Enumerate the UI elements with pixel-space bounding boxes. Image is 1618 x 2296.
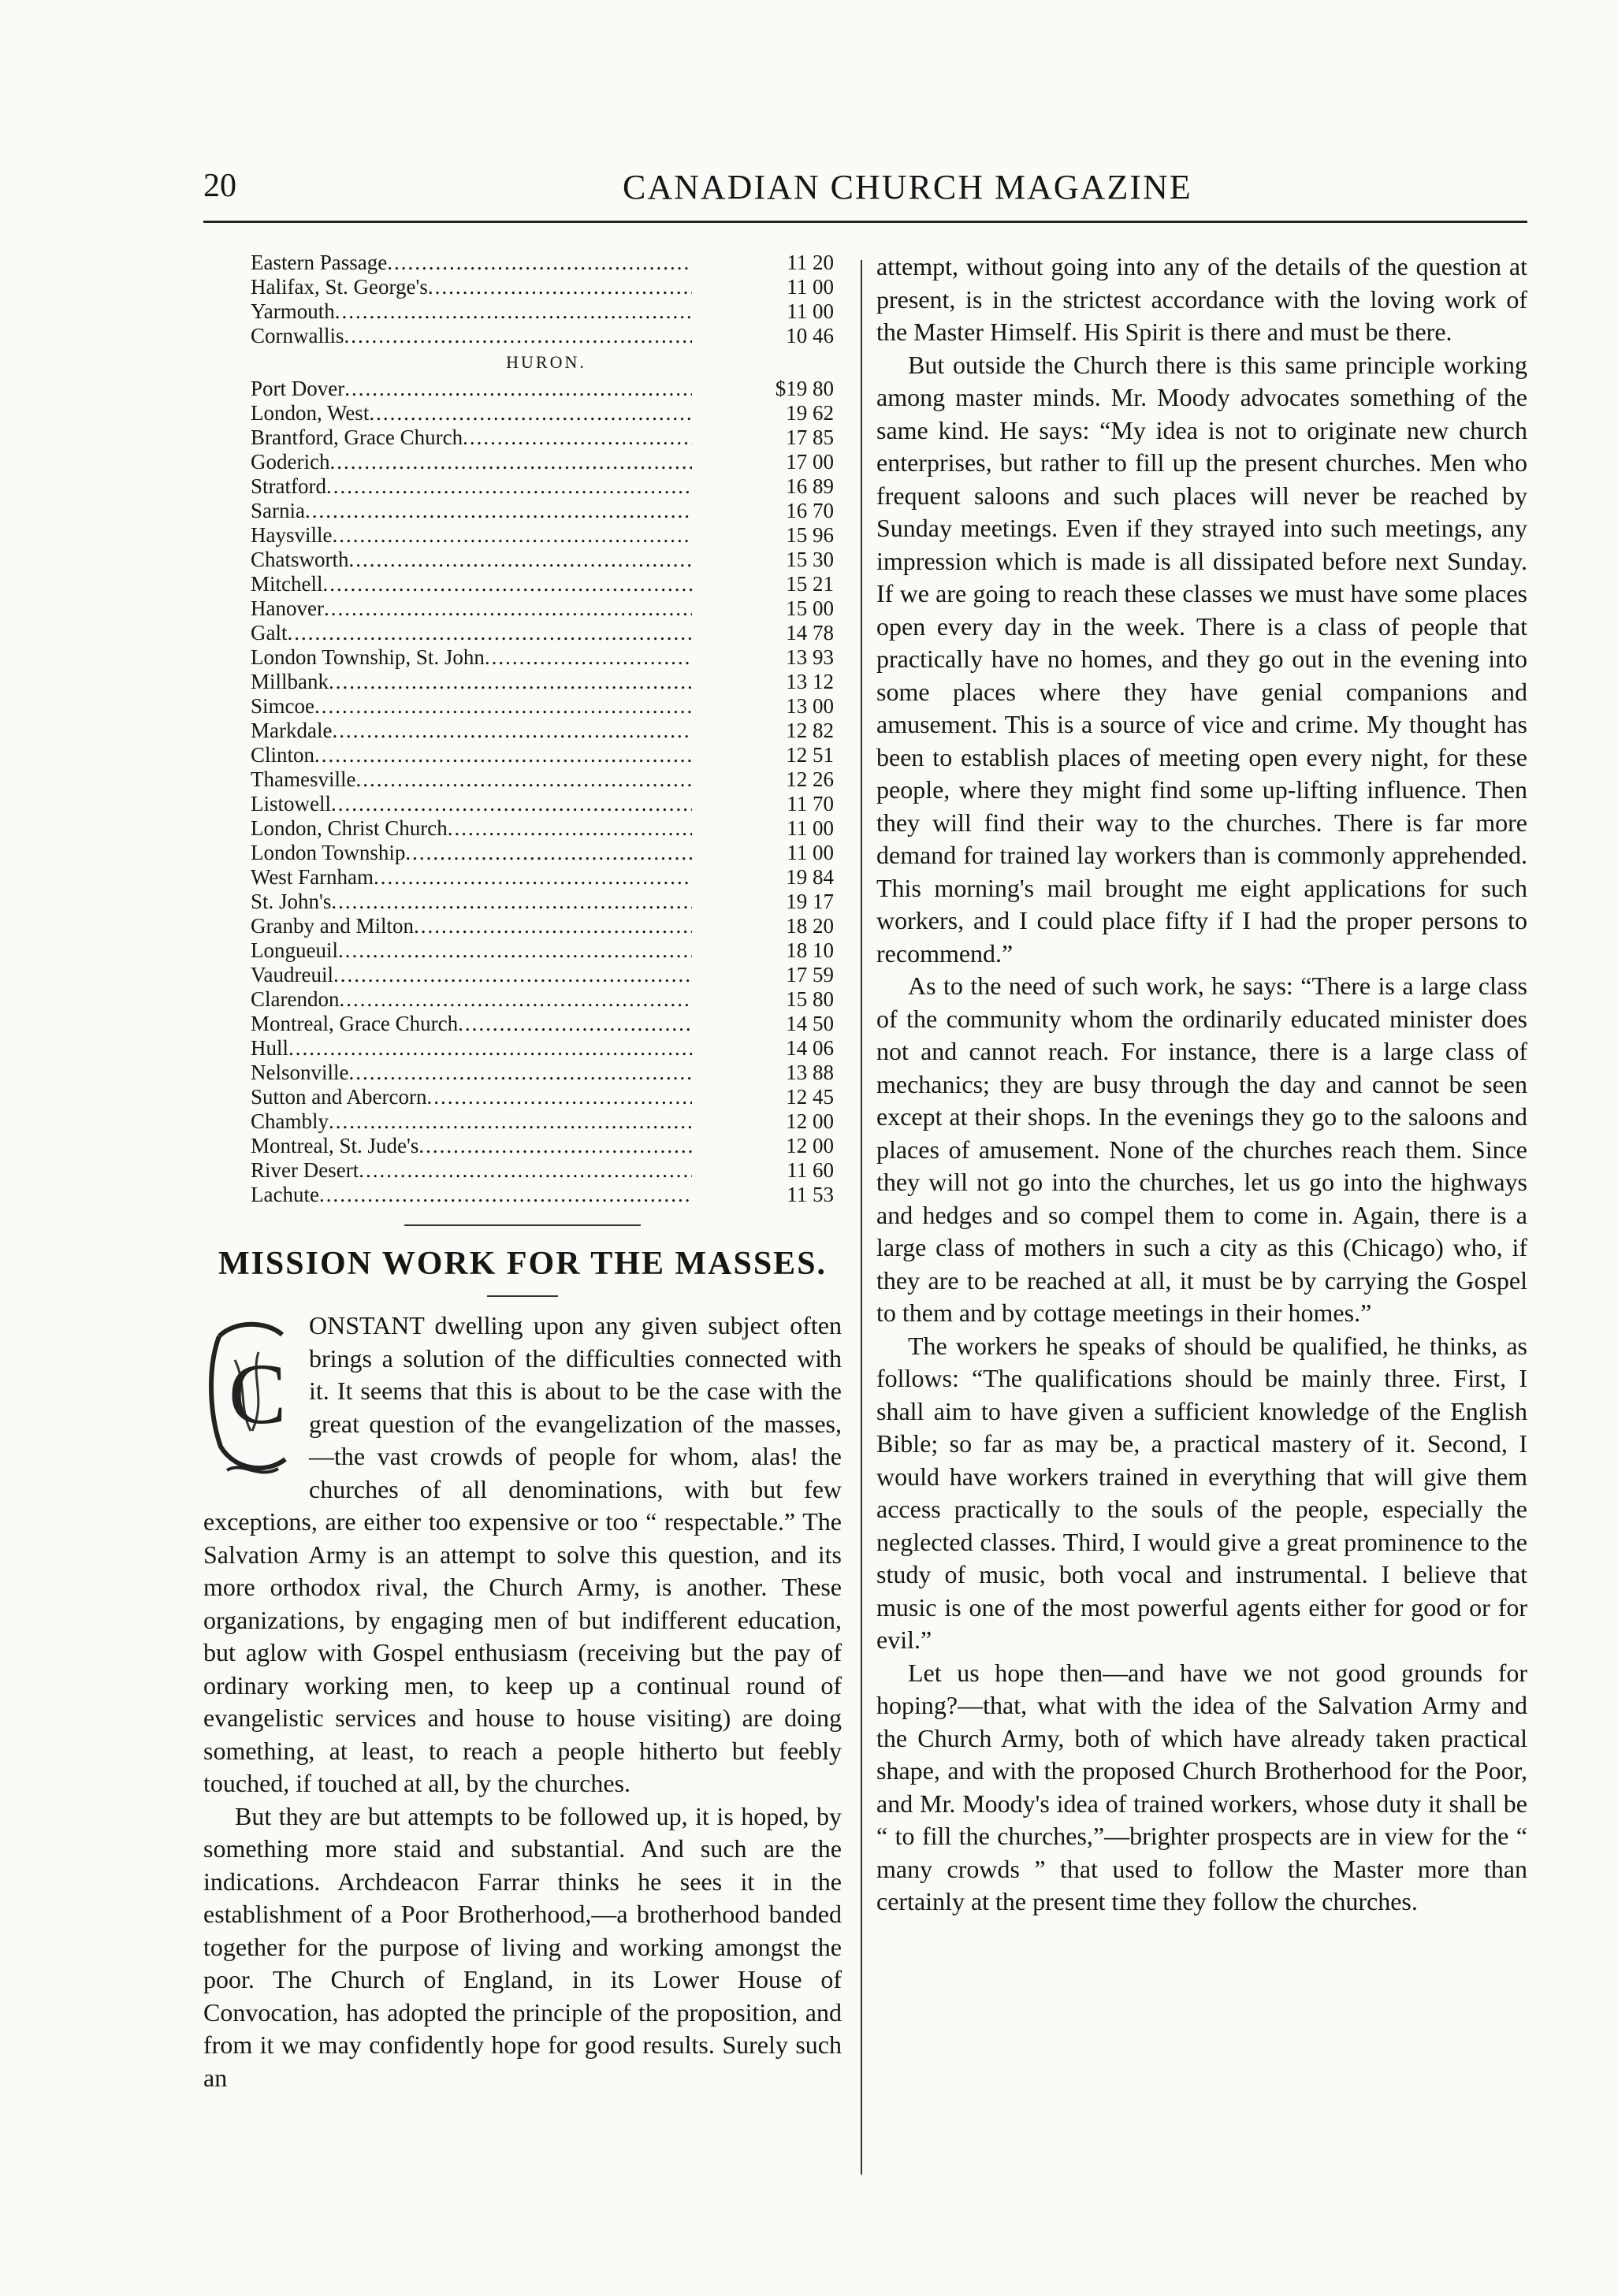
list-item xyxy=(251,841,842,865)
list-item xyxy=(251,324,842,348)
parish-name: Brantford, Grace Church xyxy=(251,425,463,449)
list-item xyxy=(251,621,842,645)
amount: 17 59 xyxy=(786,963,834,986)
amount: 19 62 xyxy=(786,401,834,425)
leader-dots xyxy=(305,499,692,523)
list-item xyxy=(251,816,842,841)
parish-name: Port Dover xyxy=(251,377,345,400)
amount: 16 89 xyxy=(786,474,834,498)
list-item xyxy=(251,499,842,523)
leader-dots xyxy=(463,425,692,450)
parish-name: Montreal, Grace Church xyxy=(251,1012,459,1035)
amount: 11 00 xyxy=(787,841,834,864)
parish-name: Halifax, St. George's xyxy=(251,275,428,299)
leader-dots xyxy=(332,523,692,548)
list-item xyxy=(251,474,842,499)
leader-dots xyxy=(319,1183,692,1207)
list-item xyxy=(251,694,842,719)
parish-name: Clarendon xyxy=(251,987,340,1011)
parish-name: Clinton xyxy=(251,743,315,767)
leader-dots xyxy=(314,743,692,767)
paragraph: The workers he speaks of should be qualified, he thinks, as follows: “The qualifications should be mainly three. First, I shall aim to have given a sufficient knowledge of the English Bible; so far as may be, a practical mastery of it. Second, I would have workers trained in everything that will give them access practically to the souls of the people, especially the neglected classes. Third, I would give a great prominence to the study of music, both vocal and instrumental. I believe that music is one of the most powerful agents either for good or for evil.” xyxy=(876,1331,1527,1654)
parish-name: Lachute xyxy=(251,1183,319,1206)
amount: 12 51 xyxy=(786,743,834,767)
amount: 19 17 xyxy=(786,890,834,913)
amount: 11 20 xyxy=(787,251,834,274)
parish-name: Chatsworth xyxy=(251,548,349,571)
amount: 11 70 xyxy=(787,792,834,815)
leader-dots xyxy=(426,1085,692,1109)
parish-name: Chambly xyxy=(251,1109,329,1133)
amount: 13 12 xyxy=(786,670,834,693)
leader-dots xyxy=(344,324,693,348)
parish-name: London Township, St. John xyxy=(251,645,485,669)
list-item xyxy=(251,1109,842,1134)
list-item xyxy=(251,645,842,670)
parish-name: West Farnham xyxy=(251,865,374,889)
drop-cap-ornament xyxy=(203,1313,298,1486)
amount: $19 80 xyxy=(775,377,834,400)
parish-name: London Township xyxy=(251,841,406,864)
parish-name: River Desert xyxy=(251,1158,359,1182)
parish-name: Hanover xyxy=(251,596,324,620)
header-rule xyxy=(203,221,1527,223)
leader-dots xyxy=(329,450,692,474)
parish-name: Hull xyxy=(251,1036,289,1060)
leader-dots xyxy=(314,694,692,719)
list-item xyxy=(251,377,842,401)
list-item xyxy=(251,1061,842,1085)
leader-dots xyxy=(331,890,692,914)
parish-name: London, West xyxy=(251,401,370,425)
leader-dots xyxy=(374,865,692,890)
paragraph: attempt, without going into any of the details of the question at present, is in the strictest accordance with the loving work of the Master Himself. His Spirit is there and must be there. xyxy=(876,252,1527,346)
list-item xyxy=(251,251,842,275)
parish-name: Listowell xyxy=(251,792,331,815)
parish-name: Sutton and Abercorn xyxy=(251,1085,427,1109)
amount: 14 06 xyxy=(786,1036,834,1060)
amount: 12 00 xyxy=(786,1109,834,1133)
article-title: MISSION WORK FOR THE MASSES. xyxy=(218,1246,828,1282)
list-item xyxy=(251,890,842,914)
amount: 11 53 xyxy=(787,1183,834,1206)
list-item xyxy=(251,450,842,474)
paragraph-text: dwelling upon any given subject often brings a solution of the difficulties connected with it. It seems that this is about to be the case with the great question of the evangelization of the masses,—the vast crowds of people for whom, alas! the churches of all denominations, with but few exceptions, are either too expensive or too “ respectable.” The Salvation Army is an attempt to solve this question, and its more orthodox rival, the Church Army, is another. These organizations, by engaging men of but indifferent education, but aglow with Gospel enthusiasm (receiving but the pay of ordinary working men, to keep up a continual round of evangelistic services and house to house visiting) are doing something, at least, to reach a people hitherto but feebly touched, if touched at all, by the churches. xyxy=(203,1311,842,1797)
list-item xyxy=(251,1085,842,1109)
parish-name: Simcoe xyxy=(251,694,314,718)
amount: 16 70 xyxy=(786,499,834,522)
left-column xyxy=(203,251,842,2094)
leader-dots xyxy=(349,548,693,572)
parish-name: Haysville xyxy=(251,523,333,547)
amount: 12 45 xyxy=(786,1085,834,1109)
parish-name: Galt xyxy=(251,621,288,645)
leader-dots xyxy=(324,596,692,621)
leader-dots xyxy=(338,938,692,963)
leader-dots xyxy=(369,401,692,425)
parish-name: Mitchell xyxy=(251,572,323,596)
amount: 13 88 xyxy=(786,1061,834,1084)
leader-dots xyxy=(448,816,692,841)
amount: 19 84 xyxy=(786,865,834,889)
leader-dots xyxy=(428,275,692,299)
leader-dots xyxy=(329,1109,692,1134)
leader-dots xyxy=(387,251,692,275)
contribution-list-top xyxy=(203,251,842,348)
leader-dots xyxy=(329,670,692,694)
parish-name: Eastern Passage xyxy=(251,251,388,274)
column-rule xyxy=(861,260,862,2175)
amount: 15 80 xyxy=(786,987,834,1011)
list-item xyxy=(251,987,842,1012)
amount: 17 85 xyxy=(786,425,834,449)
leader-dots xyxy=(322,572,692,596)
leader-dots xyxy=(288,1036,692,1061)
leader-dots xyxy=(458,1012,692,1036)
paragraph: As to the need of such work, he says: “There is a large class of the community whom the ordinarily educated minister does not and cannot reach. For instance, there is a large class of mechanics; they are busy through the day and cannot be seen except at their shops. In the evenings they go to the saloons and places of amusement. None of the churches reach them. Since they will not go into the churches, let us go into the highways and hedges and so compel them to come in. Again, there is a large class of mothers in such a city as this (Chicago) who, if they are to be reached at all, it must be by carrying the Gospel to them and by cottage meetings in their homes.” xyxy=(876,972,1527,1327)
list-item xyxy=(251,523,842,548)
parish-name: Goderich xyxy=(251,450,330,474)
list-item xyxy=(251,792,842,816)
list-item xyxy=(251,914,842,938)
parish-name: Montreal, St. Jude's xyxy=(251,1134,419,1157)
list-item xyxy=(251,938,842,963)
title-divider xyxy=(487,1295,558,1297)
list-item xyxy=(251,743,842,767)
section-label-huron: HURON. xyxy=(506,352,586,372)
list-item xyxy=(251,596,842,621)
amount: 11 00 xyxy=(787,816,834,840)
amount: 13 00 xyxy=(786,694,834,718)
leader-dots xyxy=(418,1134,692,1158)
parish-name: Markdale xyxy=(251,719,333,742)
list-item xyxy=(251,670,842,694)
amount: 18 20 xyxy=(786,914,834,938)
amount: 15 30 xyxy=(786,548,834,571)
parish-name: Vaudreuil xyxy=(251,963,333,986)
list-item xyxy=(251,401,842,425)
parish-name: Millbank xyxy=(251,670,329,693)
leader-dots xyxy=(359,1158,692,1183)
leader-dots xyxy=(288,621,693,645)
amount: 12 26 xyxy=(786,767,834,791)
list-item xyxy=(251,767,842,792)
leader-dots xyxy=(331,792,692,816)
parish-name: Thamesville xyxy=(251,767,356,791)
parish-name: London, Christ Church xyxy=(251,816,448,840)
right-column xyxy=(876,251,1527,1919)
paragraph xyxy=(203,1310,842,1800)
leader-dots xyxy=(344,377,692,401)
drop-cap-letter: C xyxy=(229,1346,287,1442)
list-item xyxy=(251,1036,842,1061)
leader-dots xyxy=(348,1061,692,1085)
running-title: CANADIAN CHURCH MAGAZINE xyxy=(623,168,1192,206)
amount: 13 93 xyxy=(786,645,834,669)
section-divider xyxy=(404,1224,641,1226)
amount: 14 78 xyxy=(786,621,834,645)
list-item xyxy=(251,719,842,743)
amount: 17 00 xyxy=(786,450,834,474)
list-item xyxy=(251,425,842,450)
list-item xyxy=(251,275,842,299)
parish-name: Nelsonville xyxy=(251,1061,349,1084)
parish-name: Granby and Milton xyxy=(251,914,414,938)
contribution-list-huron xyxy=(203,377,842,1207)
amount: 18 10 xyxy=(786,938,834,962)
lead-word: ONSTANT xyxy=(309,1311,425,1339)
list-item xyxy=(251,299,842,324)
leader-dots xyxy=(355,767,692,792)
list-item xyxy=(251,1134,842,1158)
paragraph: Let us hope then—and have we not good grounds for hoping?—that, what with the idea of the Salvation Army and the Church Army, both of which have already taken practical shape, and with the proposed Church Brotherhood for the Poor, and Mr. Moody's idea of trained workers, whose duty it shall be “ to fill the churches,”—brighter prospects are in view for the “ many crowds ” that used to follow the Master more than certainly at the present time they follow the churches. xyxy=(876,1658,1527,1915)
list-item xyxy=(251,963,842,987)
amount: 12 00 xyxy=(786,1134,834,1157)
amount: 10 46 xyxy=(786,324,834,347)
leader-dots xyxy=(405,841,692,865)
list-item xyxy=(251,865,842,890)
parish-name: Stratford xyxy=(251,474,326,498)
amount: 11 60 xyxy=(787,1158,834,1182)
amount: 15 21 xyxy=(786,572,834,596)
leader-dots xyxy=(414,914,692,938)
amount: 12 82 xyxy=(786,719,834,742)
parish-name: Yarmouth xyxy=(251,299,335,323)
list-item xyxy=(251,1158,842,1183)
parish-name: Cornwallis xyxy=(251,324,344,347)
list-item xyxy=(251,1183,842,1207)
leader-dots xyxy=(326,474,692,499)
amount: 11 00 xyxy=(787,275,834,299)
leader-dots xyxy=(335,299,692,324)
leader-dots xyxy=(339,987,692,1012)
leader-dots xyxy=(332,719,692,743)
amount: 14 50 xyxy=(786,1012,834,1035)
paragraph: But outside the Church there is this same principle working among master minds. Mr. Moody advocates something of the same kind. He says: “My idea is not to originate new church enterprises, but rather to fill up the present churches. Men who frequent saloons and such places will never be reached by Sunday meetings. Even if they strayed into such meetings, any impression which is made is all dissipated before next Sunday. If we are going to reach these classes we must have some places open every day in the week. There is a class of people that practically have no homes, and they go out in the evening into some places where they have genial companions and amusement. This is a source of vice and crime. My thought has been to establish places of meeting open every night, for these people, where they might find some up-lifting influence. Then they will find their way to the churches. There is far more demand for trained lay workers than is commonly apprehended. This morning's mail brought me eight applications for such workers, and I could place fifty if I had the proper persons to recommend.” xyxy=(876,350,1527,968)
leader-dots xyxy=(333,963,692,987)
amount: 11 00 xyxy=(787,299,834,323)
parish-name: Longueuil xyxy=(251,938,338,962)
parish-name: St. John's xyxy=(251,890,332,913)
list-item xyxy=(251,572,842,596)
parish-name: Sarnia xyxy=(251,499,305,522)
page-number: 20 xyxy=(203,168,236,204)
leader-dots xyxy=(485,645,692,670)
list-item xyxy=(251,548,842,572)
amount: 15 96 xyxy=(786,523,834,547)
paragraph: But they are but attempts to be followed up, it is hoped, by something more staid and substantial. And such are the indications. Archdeacon Farrar thinks he sees it in the establishment of a Poor Brotherhood,—a brotherhood banded together for the purpose of living and working amongst the poor. The Church of England, in its Lower House of Convocation, has adopted the principle of the proposition, and from it we may confidently hope for good results. Surely such an xyxy=(203,1801,842,2092)
list-item xyxy=(251,1012,842,1036)
amount: 15 00 xyxy=(786,596,834,620)
